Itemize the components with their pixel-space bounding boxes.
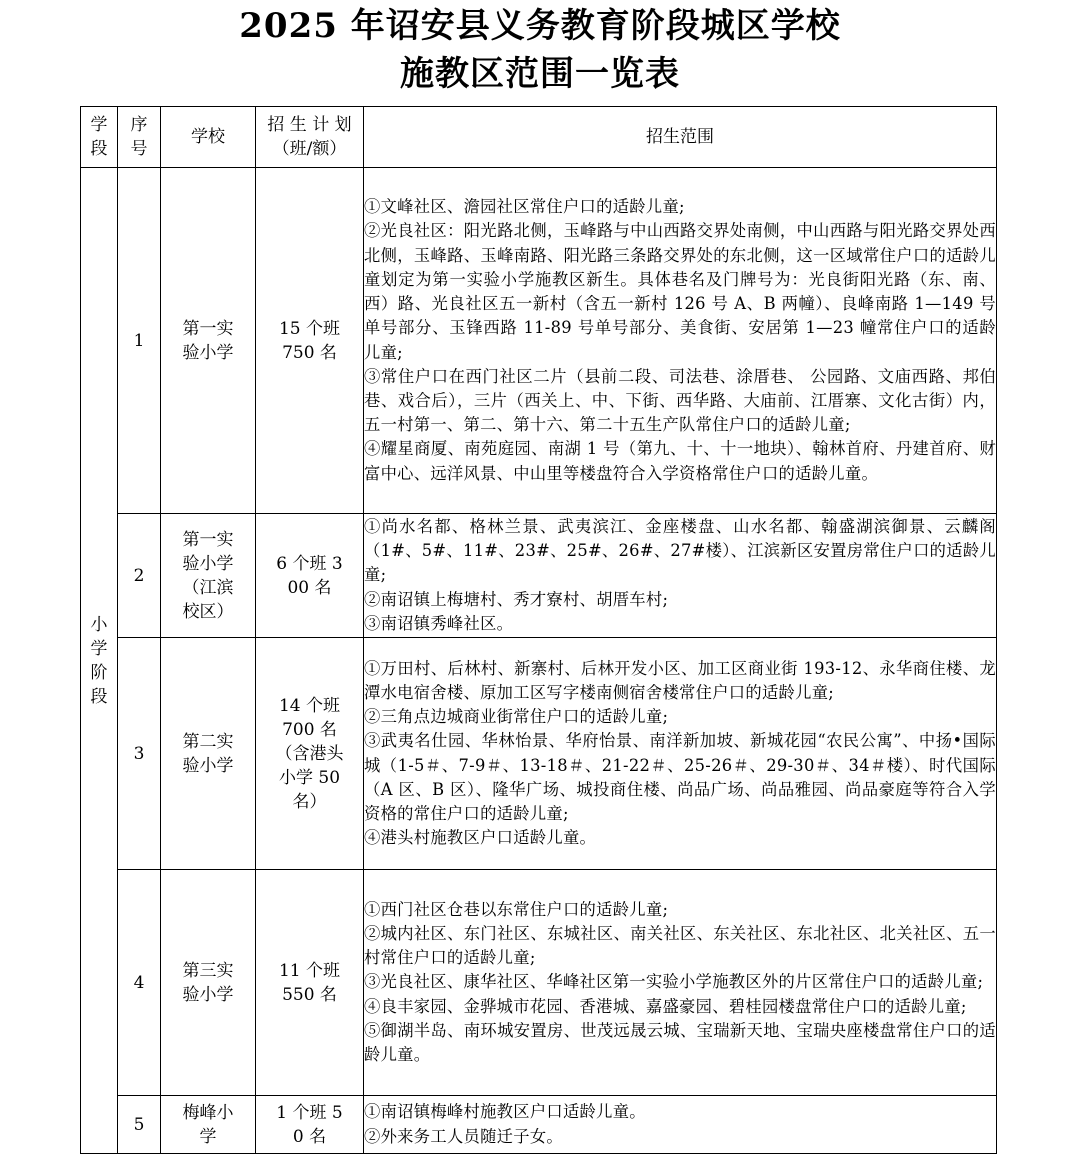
row-number: 1 [118, 168, 161, 514]
header-plan [256, 107, 364, 168]
scope-item: ③武夷名仕园、华林怡景、华府怡景、南洋新加坡、新城花园“农民公寓”、中扬•国际城（1-5＃、7-9＃、13-18＃、21-22＃、25-26＃、29-30＃、34＃楼）、时代国际（A 区、B 区）、隆华广场、城投商住楼、尚品广场、尚品雅园、尚品豪庭等符合入学资格的常住户口的适龄儿童; [364, 731, 996, 823]
enrollment-plan: 15 个班 750 名 [256, 168, 364, 514]
title-line-2: 施教区范围一览表 [400, 54, 680, 94]
scope-item: ①尚水名都、格林兰景、武夷滨江、金座楼盘、山水名都、翰盛湖滨御景、云麟阁（1#、5#、11#、23#、25#、26#、27#楼）、江滨新区安置房常住户口的适龄儿童; [364, 516, 996, 585]
scope-item: ①西门社区仓巷以东常住户口的适龄儿童; [364, 899, 669, 919]
enrollment-scope [364, 168, 997, 514]
school-name: 第一实验小学 [161, 168, 256, 514]
scope-item: ③光良社区、康华社区、华峰社区第一实验小学施教区外的片区常住户口的适龄儿童; [364, 972, 984, 992]
enrollment-plan: 11 个班 550 名 [256, 870, 364, 1096]
table-row [81, 1096, 997, 1154]
enrollment-plan: 6 个班 300 名 [256, 514, 364, 638]
school-name: 第一实验小学（江滨校区） [161, 514, 256, 638]
header-number: 序号 [118, 107, 161, 168]
enrollment-scope [364, 638, 997, 870]
scope-item: ①南诏镇梅峰村施教区户口适龄儿童。 [364, 1102, 646, 1122]
scope-item: ④良丰家园、金骅城市花园、香港城、嘉盛豪园、碧桂园楼盘常住户口的适龄儿童; [364, 996, 967, 1016]
table-row [81, 638, 997, 870]
scope-item: ③常住户口在西门社区二片（县前二段、司法巷、涂厝巷、 公园路、文庙西路、邦伯巷、戏合后），三片（西关上、中、下街、西华路、大庙前、江厝寨、文化古街）内，五一村第一、第二、第十六、第二十五生产队常住户口的适龄儿童; [364, 366, 996, 435]
school-name: 第二实验小学 [161, 638, 256, 870]
enrollment-plan: 1 个班 50 名 [256, 1096, 364, 1154]
enrollment-scope [364, 514, 997, 638]
table-row [81, 870, 997, 1096]
row-number: 4 [118, 870, 161, 1096]
scope-item: ①万田村、后林村、新寨村、后林开发小区、加工区商业街 193-12、永华商住楼、龙潭水电宿舍楼、原加工区写字楼南侧宿舍楼常住户口的适龄儿童; [364, 658, 996, 702]
header-scope: 招生范围 [364, 107, 997, 168]
table-row [81, 168, 997, 514]
enrollment-plan: 14 个班 700 名（含港头小学 50 名） [256, 638, 364, 870]
enrollment-scope-table [80, 106, 997, 1154]
header-stage: 学段 [81, 107, 118, 168]
title-line-1: 2025 年诏安县义务教育阶段城区学校 [239, 6, 841, 46]
table-row [81, 514, 997, 638]
table-header-row [81, 107, 997, 168]
scope-item: ④耀星商厦、南苑庭园、南湖 1 号（第九、十、十一地块）、翰林首府、丹建首府、财富中心、远洋风景、中山里等楼盘符合入学资格常住户口的适龄儿童。 [364, 439, 996, 483]
scope-item: ②城内社区、东门社区、东城社区、南关社区、东关社区、东北社区、北关社区、五一村常住户口的适龄儿童; [364, 923, 996, 968]
document-title [0, 2, 1080, 98]
scope-item: ③南诏镇秀峰社区。 [364, 613, 514, 633]
enrollment-scope [364, 870, 997, 1096]
stage-cell [81, 168, 118, 1154]
row-number: 3 [118, 638, 161, 870]
row-number: 2 [118, 514, 161, 638]
scope-item: ②三角点边城商业街常住户口的适龄儿童; [364, 707, 669, 727]
school-name: 梅峰小学 [161, 1096, 256, 1154]
scope-item: ①文峰社区、澹园社区常住户口的适龄儿童; [364, 197, 685, 217]
scope-item: ②光良社区：阳光路北侧，玉峰路与中山西路交界处南侧，中山西路与阳光路交界处西北侧，玉峰路、玉峰南路、阳光路三条路交界处的东北侧，这一区域常住户口的适龄儿童划定为第一实验小学施教区新生。具体巷名及门牌号为：光良街阳光路（东、南、西）路、光良社区五一新村（含五一新村 126 号 A、B 两幢）、良峰南路 1—149 号单号部分、玉锋西路 11-89 号单号部分、美食街、安居第 1—23 幢常住户口的适龄儿童; [364, 221, 996, 362]
school-name: 第三实验小学 [161, 870, 256, 1096]
header-plan-line-2: （班/额） [272, 139, 347, 159]
header-plan-line-1: 招 生 计 划 [267, 115, 352, 135]
row-number: 5 [118, 1096, 161, 1154]
scope-item: ②南诏镇上梅塘村、秀才寮村、胡厝车村; [364, 589, 669, 609]
scope-item: ②外来务工人员随迁子女。 [364, 1126, 563, 1146]
header-school: 学校 [161, 107, 256, 168]
enrollment-scope [364, 1096, 997, 1154]
scope-item: ⑤御湖半岛、南环城安置房、世茂远晟云城、宝瑞新天地、宝瑞央座楼盘常住户口的适龄儿童。 [364, 1020, 996, 1064]
stage-label: 小学阶段 [90, 614, 108, 707]
scope-item: ④港头村施教区户口适龄儿童。 [364, 828, 597, 848]
